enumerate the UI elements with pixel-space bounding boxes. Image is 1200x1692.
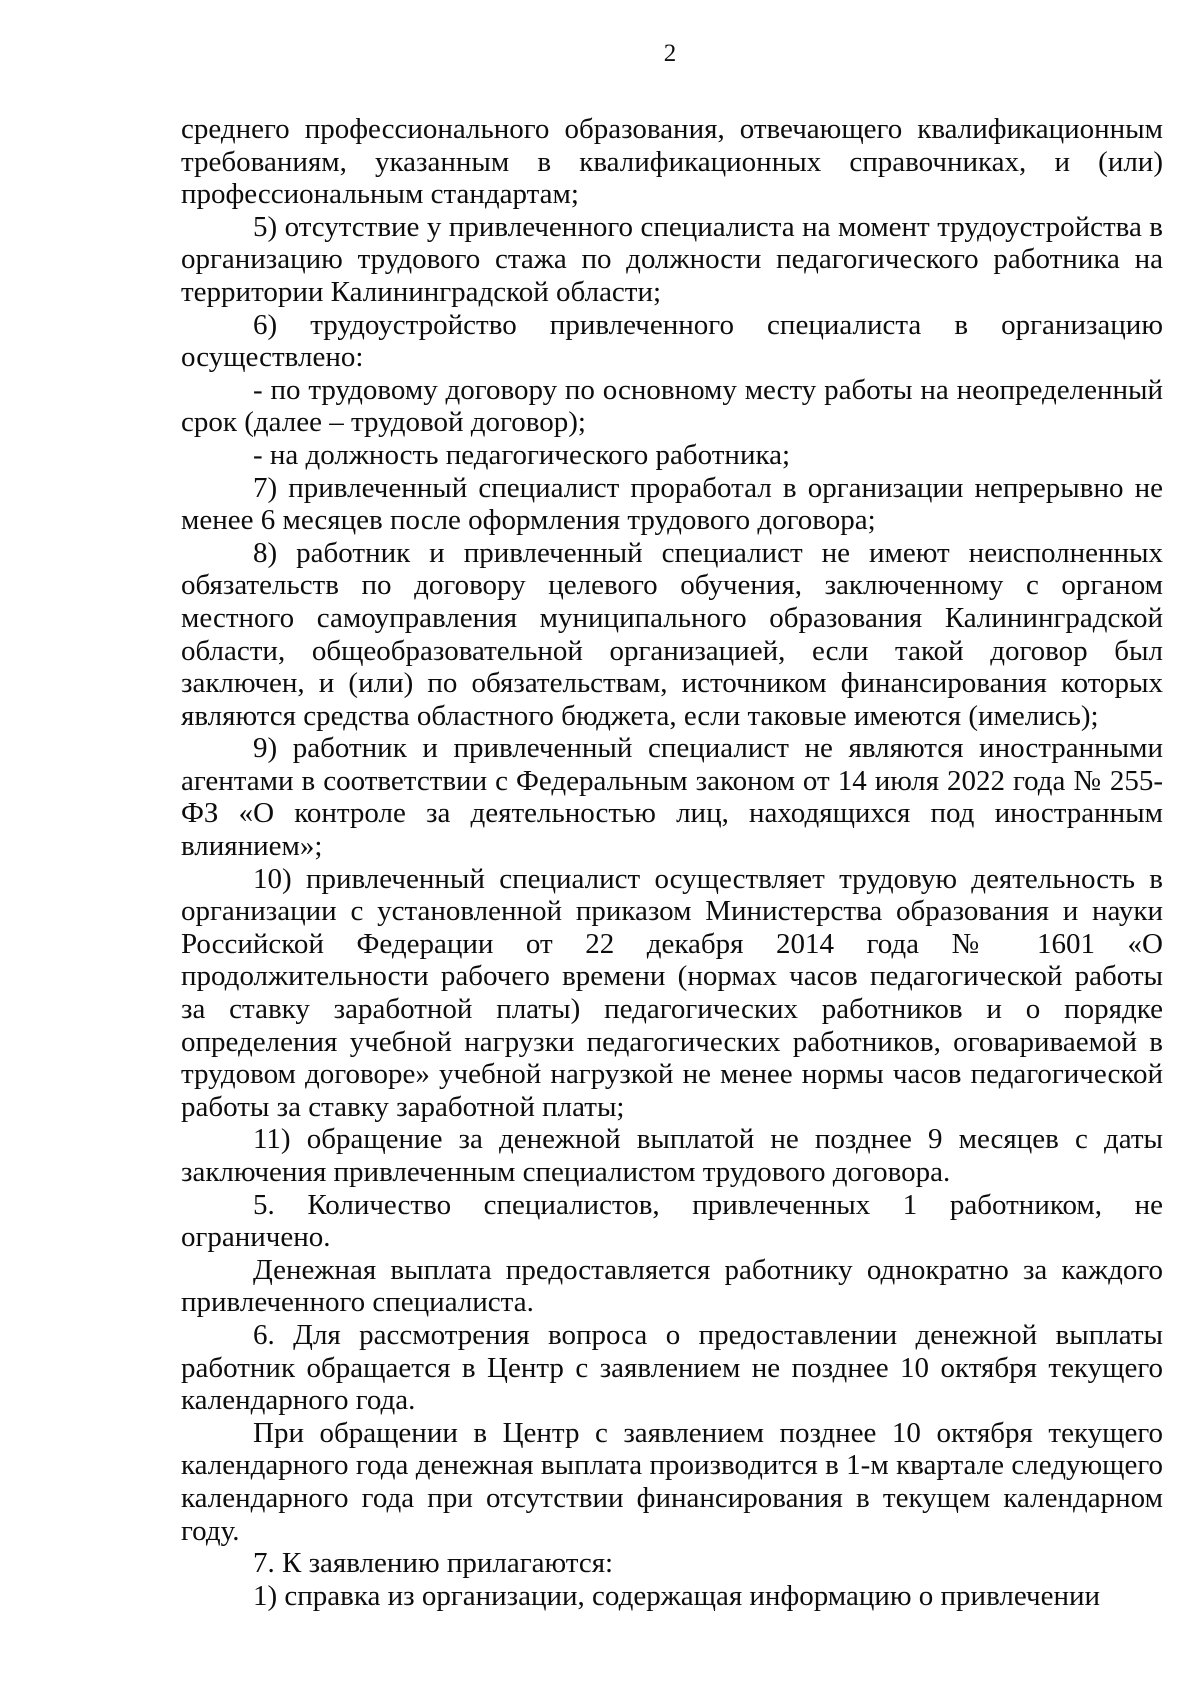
paragraph-section-6-note: При обращении в Центр с заявлением позднее 10 октября текущего календарного года денежная выплата производится в 1-м квартале следующего календарного года при отсутствии финансирования в текущем календарном году. [181, 1416, 1163, 1547]
paragraph-item-6-subitem-1: - по трудовому договору по основному месту работы на неопределенный срок (далее – трудовой договор); [181, 373, 1163, 439]
paragraph-section-5: 5. Количество специалистов, привлеченных 1 работником, не ограничено. [181, 1188, 1163, 1254]
paragraph-item-8: 8) работник и привлеченный специалист не имеют неисполненных обязательств по договору целевого обучения, заключенному с органом местного самоуправления муниципального образования Калининградской области, общеобразовательной организацией, если такой договор был заключен, и (или) по обязательствам, источником финансирования которых являются средства областного бюджета, если таковые имеются (имелись); [181, 536, 1163, 732]
paragraph-item-6: 6) трудоустройство привлеченного специалиста в организацию осуществлено: [181, 308, 1163, 374]
paragraph-section-6: 6. Для рассмотрения вопроса о предоставлении денежной выплаты работник обращается в Центр с заявлением не позднее 10 октября текущего календарного года. [181, 1318, 1163, 1417]
page-number: 2 [663, 40, 677, 67]
paragraph-item-5: 5) отсутствие у привлеченного специалиста на момент трудоустройства в организацию трудового стажа по должности педагогического работника на территории Калининградской области; [181, 210, 1163, 308]
paragraph-section-7: 7. К заявлению прилагаются: [253, 1547, 614, 1580]
paragraph-continuation: среднего профессионального образования, отвечающего квалификационным требованиям, указанным в квалификационных справочниках, и (или) профессиональным стандартам; [181, 113, 1163, 211]
paragraph-item-6-subitem-2: - на должность педагогического работника; [253, 438, 791, 471]
paragraph-item-11: 11) обращение за денежной выплатой не позднее 9 месяцев с даты заключения привлеченным специалистом трудового договора. [181, 1123, 1163, 1188]
paragraph-section-5-note: Денежная выплата предоставляется работнику однократно за каждого привлеченного специалиста. [181, 1253, 1163, 1319]
document-body [181, 113, 1163, 1612]
paragraph-item-9: 9) работник и привлеченный специалист не являются иностранными агентами в соответствии с Федеральным законом от 14 июля 2022 года № 255-ФЗ «О контроле за деятельностью лиц, находящихся под иностранным влиянием»; [181, 732, 1163, 863]
paragraph-section-7-item-1: 1) справка из организации, содержащая информацию о привлечении [253, 1579, 1101, 1612]
paragraph-item-7: 7) привлеченный специалист проработал в организации непрерывно не менее 6 месяцев после оформления трудового договора; [181, 471, 1163, 537]
paragraph-item-10: 10) привлеченный специалист осуществляет трудовую деятельность в организации с установленной приказом Министерства образования и науки Российской Федерации от 22 декабря 2014 года № 1601 «О продолжительности рабочего времени (нормах часов педагогической работы за ставку заработной платы) педагогических работников и о порядке определения учебной нагрузки педагогических работников, оговариваемой в трудовом договоре» учебной нагрузкой не менее нормы часов педагогической работы за ставку заработной платы; [181, 862, 1163, 1123]
